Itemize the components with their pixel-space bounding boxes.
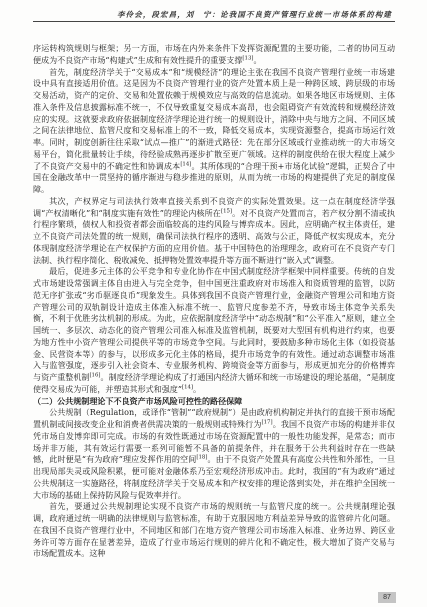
paragraph (33, 67, 395, 196)
article-body (33, 43, 395, 591)
section-heading: （二）公共规制理论下不良资产市场风险可控性的路径保障 (33, 395, 243, 406)
citation: [14] (181, 384, 194, 391)
citation: [15] (220, 207, 233, 214)
paragraph-text: 首先，制度经济学关于“交易成本”和“规模经济”的理论主张在我国不良资产管理行业统一市场建设中具有直接适用价值。这是因为不良资产管理行业的资产处置本质上是一种跨区域、跨层级的市场交易活动，资产的定价、交易和处置依赖于规模效应与高效的信息流动。如果各地区市场规则、主体准入条件及信息披露标准不统一，不仅导致重复交易成本高昂，也会阻碍资产有效流转和规模经济效应的实现。这就要求政府依据制度经济学理论进行统一的规则设计，消除中央与地方之间、不同区域之间在法律地位、监管尺度和交易标准上的不一致，降低交易成本，实现资源整合，提高市场运行效率。同时，制度创新往往采取“试点—推广”的渐进式路径：先在部分区域或行业推动统一的大市场交易平台，简化批量转让手续，待经验成熟再逐步扩散至更广领域。这样的制度供给在很大程度上减少了不良资产交易中的不确定性和协调成本 (33, 67, 395, 171)
citation: [17] (261, 419, 273, 426)
citation: [14] (180, 160, 192, 167)
paragraph-continued (33, 43, 395, 67)
page-number: 87 (378, 592, 396, 603)
running-header: 李伶会，段宏昌，刘 宁：论我国不良资产管理行业统一市场体系的构建 (117, 10, 392, 19)
paragraph (33, 407, 395, 501)
paragraph-text: 最后，促进多元主体的公平竞争和专业化协作在中国式制度经济学框架中同样重要。传统的自发式市场建设常强调主体自由进入与完全竞争，但中国更注重政府对市场准入和资质管理的监管，以防范无序扩张或“劣币驱逐良币”现象发生。具体到我国不良资产管理行业，金融资产管理公司和地方资产管理公司的双轨制设计造成主体准入标准不统一、监管尺度参差不齐，导致市场主体竞争关系失衡，不利于优胜劣汰机制的形成。为此，应依据制度经济学中“动态规制”和“公平准入”原则，建立全国统一、多层次、动态化的资产管理公司准入标准及监管机制，既要对大型国有机构进行约束，也要为地方性中小资产管理公司提供平等的市场竞争空间。与此同时，要鼓励多种市场化主体（如投资基金、民营资本等）的参与，以形成多元化主体的格局，提升市场竞争的有效性。通过动态调整市场准入与监管强度，逐步引入社会资本、专业服务机构、跨境资金等方面参与，形成更加充分的价格博弈与资产重整机制 (33, 267, 395, 382)
paragraph-text: 公共规制（Regulation，或译作“管制”“政府规制”）是由政府机构制定并执行的直接干预市场配置机制或间接改变企业和消费者供需决策的一般规则或特殊行为 (33, 408, 395, 429)
paragraph-text: 序运转构筑规则与框架；另一方面，市场在内外来条件下发挥资源配置的主要功能，二者的协同互动便成为不良资产市场“构建式”生成和有效性提升的重要支撑 (33, 44, 395, 65)
paragraph (33, 196, 395, 267)
paragraph (33, 501, 395, 560)
paragraph-text: 。由于不良资产处置具有高度公共性和外部性，一旦出现局部失灵或风险积累，便可能对金融体系乃至宏观经济形成冲击。此时，我国的“有为政府”通过公共规制这一实施路径，将制度经济学关于交易成本和产权安排的理论落到实处，并在维护全国统一大市场的基础上保持防风险与促效率并行。 (33, 455, 395, 500)
citation: [13] (242, 55, 254, 62)
citation: [18] (196, 454, 208, 461)
header-rule (33, 21, 395, 22)
paragraph-text: 。对不良资产处置而言，若产权分割不清或执行程序繁琐，债权人和投资者都会面临较高的违约风险与博弈成本。因此，应明确产权主体责任，建立不良资产司法处置的统一规则，确保司法执行程序的透明、高效与公正，降低产权实现成本，充分体现制度经济学理论在产权保护方面的应用价值。基于中国特色的治理理念，政府可在不良资产专门法制、执行程序简化、税收减免、抵押物处置效率提升等方面不断进行“嵌入式”调整。 (33, 208, 395, 265)
paragraph-text: 。我国不良资产市场的构建并非仅凭市场自发博弈即可完成。市场的有效性既通过市场在资源配置中的一般性功能发挥，是常态；而市场并非万能，其有效运行需要一系列可能暂不具备的前提条件，并在服务于公共利益时存在一些缺憾，此时便是“有为政府”理应发挥作用的空间 (33, 420, 395, 465)
citation: [16] (89, 372, 101, 379)
paragraph-text: 。其所体现的“合理干预+市场化试验”逻辑，正契合了中国在金融改革中一贯坚持的循序渐进与稳步推进的原则，从而为统一市场的构建提供了充足的制度保障。 (33, 161, 395, 194)
paragraph-text: 。制度经济学理论构成了打通国内经济大循环和统一市场建设的理论基础，“是制度使得交易成为可能，并塑造其形式和强度” (33, 373, 395, 394)
paragraph-text: 首先，要通过公共规制理论实现不良资产市场的规则统一与监管尺度的统一。公共规制理论强调，政府通过统一明确的法律规则与监管标准，有助于克服因地方利益差异导致的监管碎片化问题。在我国不良资产管理行业中，不同地区和部门在地方资产管理公司市场准入标准、业务边界、跨区业务许可等方面存在显著差异，造成了行业市场运行规则的碎片化和不确定性，极大增加了资产交易与市场配置成本。这种 (33, 502, 395, 559)
paragraph-text: 其次，产权界定与司法执行效率直接关系到不良资产的实际处置效果。这一点在制度经济学强调“产权清晰化”和“制度实施有效性”的理论内核所在 (33, 196, 395, 218)
paragraph-text: 。 (253, 55, 262, 65)
paragraph (33, 266, 395, 395)
paragraph-text: 。 (193, 384, 202, 394)
